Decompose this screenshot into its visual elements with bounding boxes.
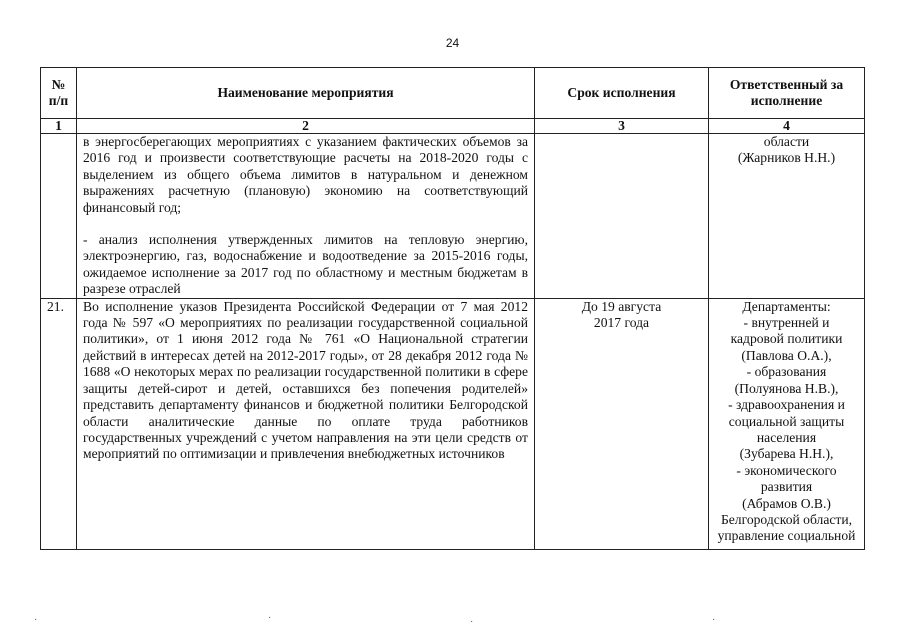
row-number-cell: 21. [41, 298, 77, 549]
column-number: 4 [709, 119, 865, 134]
responsible-line: области [763, 134, 810, 149]
table-row-21 [41, 298, 865, 549]
responsible-line: (Абрамов О.В.) [742, 495, 831, 511]
scan-speck: · [34, 614, 38, 625]
responsible-line: развития [760, 479, 813, 495]
table-header-row [41, 68, 865, 119]
column-number: 2 [77, 119, 535, 134]
scan-speck: · [712, 614, 716, 625]
column-number: 3 [535, 119, 709, 134]
table-row-continuation [41, 134, 865, 299]
responsible-cell [709, 134, 865, 299]
responsible-line: - экономического [736, 462, 837, 478]
responsible-line: (Жарников Н.Н.) [737, 150, 836, 166]
row-number-cell [41, 134, 77, 299]
action-description-cell: Во исполнение указов Президента Российской Федерации от 7 мая 2012 года № 597 «О мероприятиях по реализации государственной социальной политики», от 1 июня 2012 года № 761 «О Национальной стратегии действий в интересах детей на 2012-2017 годы», от 28 декабря 2012 года № 1688 «О некоторых мерах по реализации государственной политики в сфере защиты детей-сирот и детей, оставшихся без попечения родителей» представить департаменту финансов и бюджетной политики Белгородской области аналитические данные по оплате труда работников государственных учреждений с учетом направления на эти цели средств от мероприятий по оптимизации и привлечения внебюджетных источников [77, 298, 535, 549]
deadline-line: 2017 года [593, 315, 650, 331]
responsible-line: населения [756, 429, 817, 445]
deadline-cell [535, 298, 709, 549]
action-description-cell [77, 134, 535, 299]
responsible-line: - образования [746, 364, 827, 380]
responsible-line: управление социальной [717, 528, 856, 544]
deadline-cell [535, 134, 709, 299]
description-paragraph: - анализ исполнения утвержденных лимитов на тепловую энергию, электроэнергию, газ, водоснабжение и водоотведение за 2015-2016 годы, ожидаемое исполнение за 2017 год по областному и местным бюджетам в разрезе отраслей [83, 232, 528, 297]
responsible-line: (Зубарева Н.Н.), [739, 446, 834, 462]
header-responsible: Ответственный за исполнение [709, 68, 865, 119]
column-number-row [41, 119, 865, 134]
responsible-line: - здравоохранения и [728, 397, 845, 413]
paragraph-gap [83, 216, 528, 232]
responsible-cell [709, 298, 865, 549]
responsible-line: социальной защиты [728, 413, 845, 429]
deadline-line: До 19 августа [581, 298, 662, 314]
responsible-line: кадровой политики [730, 331, 843, 347]
description-paragraph: в энергосберегающих мероприятиях с указанием фактических объемов за 2016 год и произвести соответствующие расчеты на 2018-2020 годы с выделением из общего объема лимитов в натуральном и денежном выражениях расчетную (плановую) экономию на соответствующий финансовый год; [83, 134, 528, 215]
header-action-name: Наименование мероприятия [77, 68, 535, 119]
responsible-line: Белгородской области, [720, 511, 853, 527]
action-plan-table [40, 67, 865, 550]
scan-speck: · [268, 612, 272, 623]
column-number: 1 [41, 119, 77, 134]
header-number: № п/п [41, 68, 77, 119]
responsible-line: (Полуянова Н.В.), [734, 380, 839, 396]
responsible-line: - внутренней и [743, 315, 830, 331]
page-number: 24 [445, 36, 460, 50]
scan-speck: · [470, 616, 474, 627]
header-deadline: Срок исполнения [535, 68, 709, 119]
responsible-line: Департаменты: [742, 298, 831, 314]
responsible-line: (Павлова О.А.), [741, 347, 832, 363]
